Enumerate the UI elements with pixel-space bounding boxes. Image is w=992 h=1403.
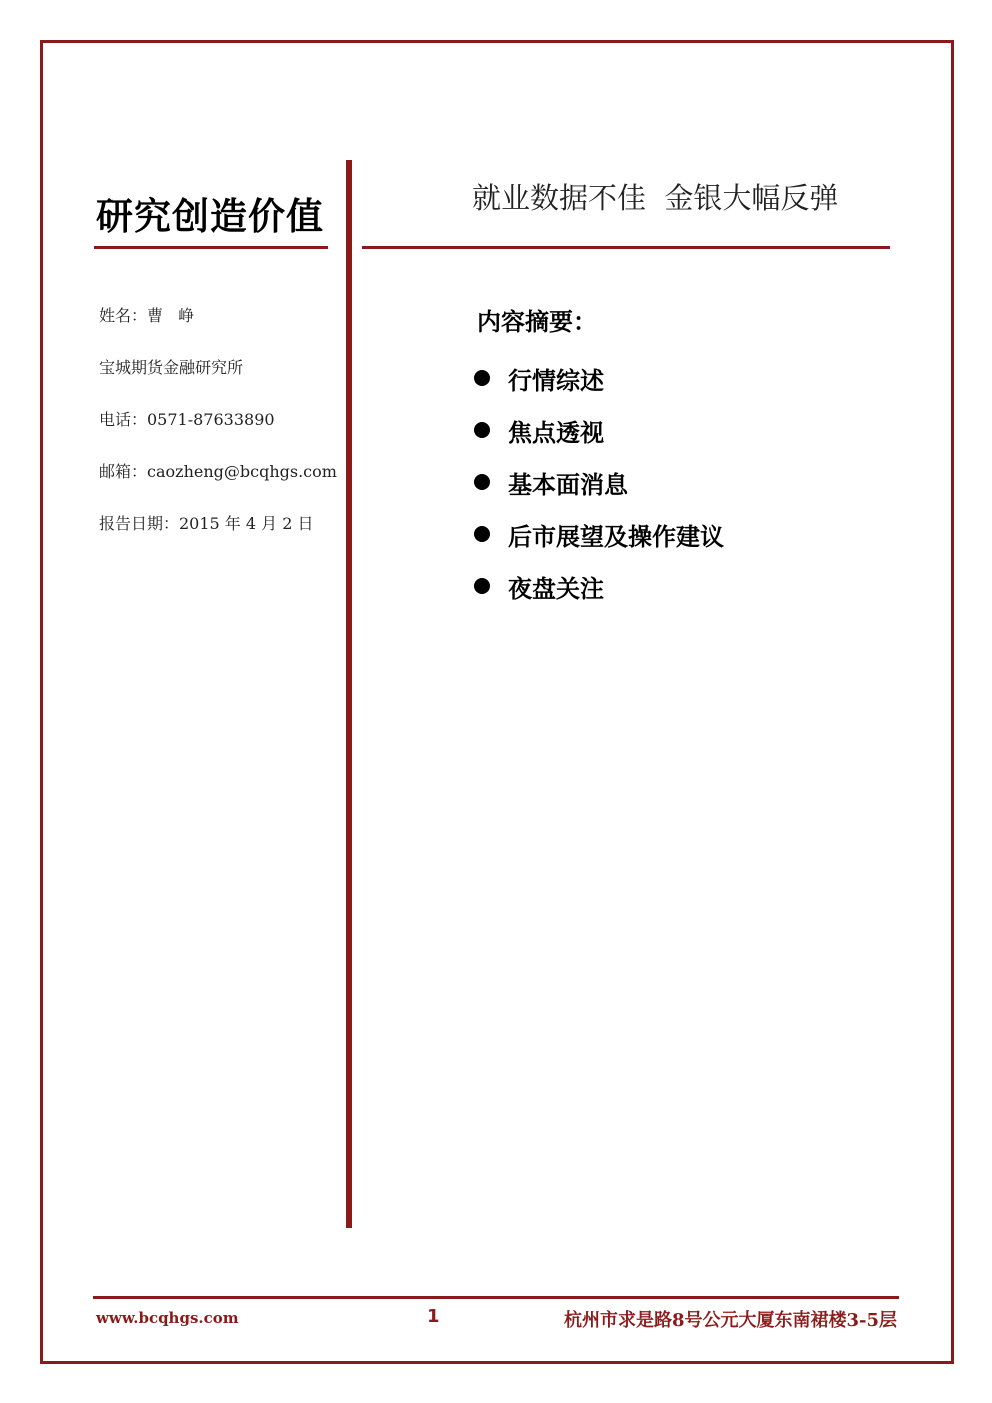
footer-rule — [93, 1296, 899, 1299]
summary-item — [474, 404, 724, 456]
page-number: 1 — [427, 1306, 440, 1327]
footer-website: www.bcqhgs.com — [96, 1309, 239, 1327]
summary-item-label: 基本面消息 — [508, 470, 628, 499]
bullet-icon — [474, 578, 490, 594]
vertical-divider — [346, 160, 352, 1228]
footer-address: 杭州市求是路8号公元大厦东南裙楼3-5层 — [563, 1310, 897, 1331]
summary-item-label: 行情综述 — [508, 366, 604, 395]
summary-item — [474, 508, 724, 560]
institute-name: 宝城期货金融研究所 — [99, 358, 244, 377]
email-address: 邮箱：caozheng@bcqhgs.com — [99, 462, 337, 481]
summary-item — [474, 560, 724, 612]
summary-item — [474, 456, 724, 508]
summary-item-label: 焦点透视 — [508, 418, 604, 447]
title-underline — [362, 246, 890, 249]
report-date: 报告日期：2015 年 4 月 2 日 — [99, 514, 314, 533]
bullet-icon — [474, 422, 490, 438]
bullet-icon — [474, 370, 490, 386]
summary-item-label: 后市展望及操作建议 — [508, 522, 724, 551]
author-name: 姓名：曹 峥 — [99, 306, 195, 325]
slogan: 研究创造价值 — [96, 194, 324, 238]
summary-heading: 内容摘要： — [477, 308, 597, 336]
slogan-underline — [94, 246, 328, 249]
summary-list — [474, 352, 724, 612]
bullet-icon — [474, 474, 490, 490]
bullet-icon — [474, 526, 490, 542]
summary-item — [474, 352, 724, 404]
phone-number: 电话：0571-87633890 — [99, 410, 275, 429]
summary-item-label: 夜盘关注 — [508, 574, 604, 603]
report-title: 就业数据不佳 金银大幅反弹 — [472, 181, 839, 215]
